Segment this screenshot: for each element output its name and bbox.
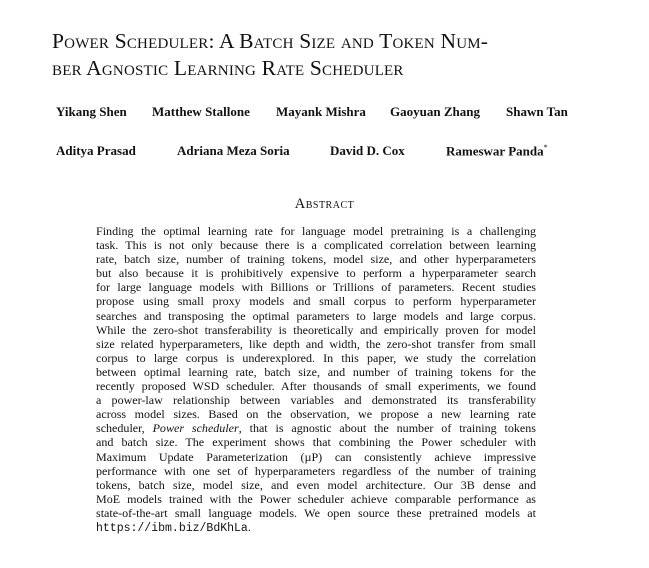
abstract-line: between optimal learning rate, batch size, and number of training tokens for the xyxy=(96,364,536,379)
author-name-corresponding xyxy=(446,143,548,159)
abstract-body xyxy=(96,224,536,534)
power-scheduler-emphasis: Power scheduler xyxy=(152,421,239,436)
abstract-line: state-of-the-art small language models. We open source these pretrained models at xyxy=(96,505,536,520)
abstract-line: searches and transposing the optimal parameters to large models and large corpus. xyxy=(96,308,536,323)
abstract-line: task. This is not only because there is a complicated correlation between learning xyxy=(96,238,536,253)
abstract-line: size related hyperparameters, like depth and width, the zero-shot transfer from small xyxy=(96,336,536,351)
abstract-line: recently proposed WSD scheduler. After thousands of small experiments, we found xyxy=(96,379,536,394)
abstract-line: across model sizes. Based on the observation, we propose a new learning rate xyxy=(96,407,536,422)
author-name: Shawn Tan xyxy=(506,104,568,119)
abstract-line: for large language models with Billions or Trillions of parameters. Recent studies xyxy=(96,280,536,295)
author-name: Mayank Mishra xyxy=(276,104,366,119)
abstract-line: but also because it is prohibitively expensive to perform a hyperparameter search xyxy=(96,266,536,281)
abstract-last-line xyxy=(96,520,536,534)
abstract-line: Finding the optimal learning rate for language model pretraining is a challenging xyxy=(96,224,536,238)
abstract-line: While the zero-shot transferability is theoretically and empirically proven for model xyxy=(96,322,536,337)
abstract-heading: Abstract xyxy=(294,196,355,212)
abstract-line: and batch size. The experiment shows that combining the Power scheduler with xyxy=(96,435,536,450)
corresponding-author-mark: * xyxy=(543,143,548,152)
author-name: Adriana Meza Soria xyxy=(177,143,290,158)
abstract-line: rate, batch size, number of training tokens, model size, and other hyperparameters xyxy=(96,252,536,267)
abstract-line: propose using small proxy models and small corpus to perform hyperparameter xyxy=(96,294,536,309)
author-name: Rameswar Panda xyxy=(446,143,544,159)
abstract-line: Maximum Update Parameterization (µP) can consistently achieve impressive xyxy=(96,449,536,464)
abstract-line: MoE models trained with the Power scheduler achieve comparable performance as xyxy=(96,491,536,506)
author-name: Yikang Shen xyxy=(56,104,127,119)
abstract-line: tokens, batch size, model size, and even model architecture. Our 3B dense and xyxy=(96,477,536,492)
model-url-link[interactable]: https://ibm.biz/BdKhLa xyxy=(96,521,248,535)
text-fragment: . xyxy=(247,519,251,534)
author-name: David D. Cox xyxy=(330,143,405,158)
text-fragment: scheduler, xyxy=(96,421,153,436)
author-name: Matthew Stallone xyxy=(152,104,250,119)
author-name: Aditya Prasad xyxy=(56,143,136,158)
title-line-1: Power Scheduler: A Batch Size and Token Num- xyxy=(52,29,489,53)
abstract-line: performance with one set of hyperparameters regardless of the number of training xyxy=(96,463,536,478)
author-name: Gaoyuan Zhang xyxy=(390,104,480,119)
abstract-line: a power-law relationship between variables and demonstrated its transferability xyxy=(96,393,536,408)
text-fragment: , that is agnostic about the number of training tokens xyxy=(238,421,536,436)
abstract-line-scheduler-name xyxy=(96,421,536,435)
paper-title xyxy=(52,28,612,82)
title-line-2: ber Agnostic Learning Rate Scheduler xyxy=(52,56,404,80)
abstract-line: corpus to large corpus is underexplored. In this paper, we study the correlation xyxy=(96,350,536,365)
